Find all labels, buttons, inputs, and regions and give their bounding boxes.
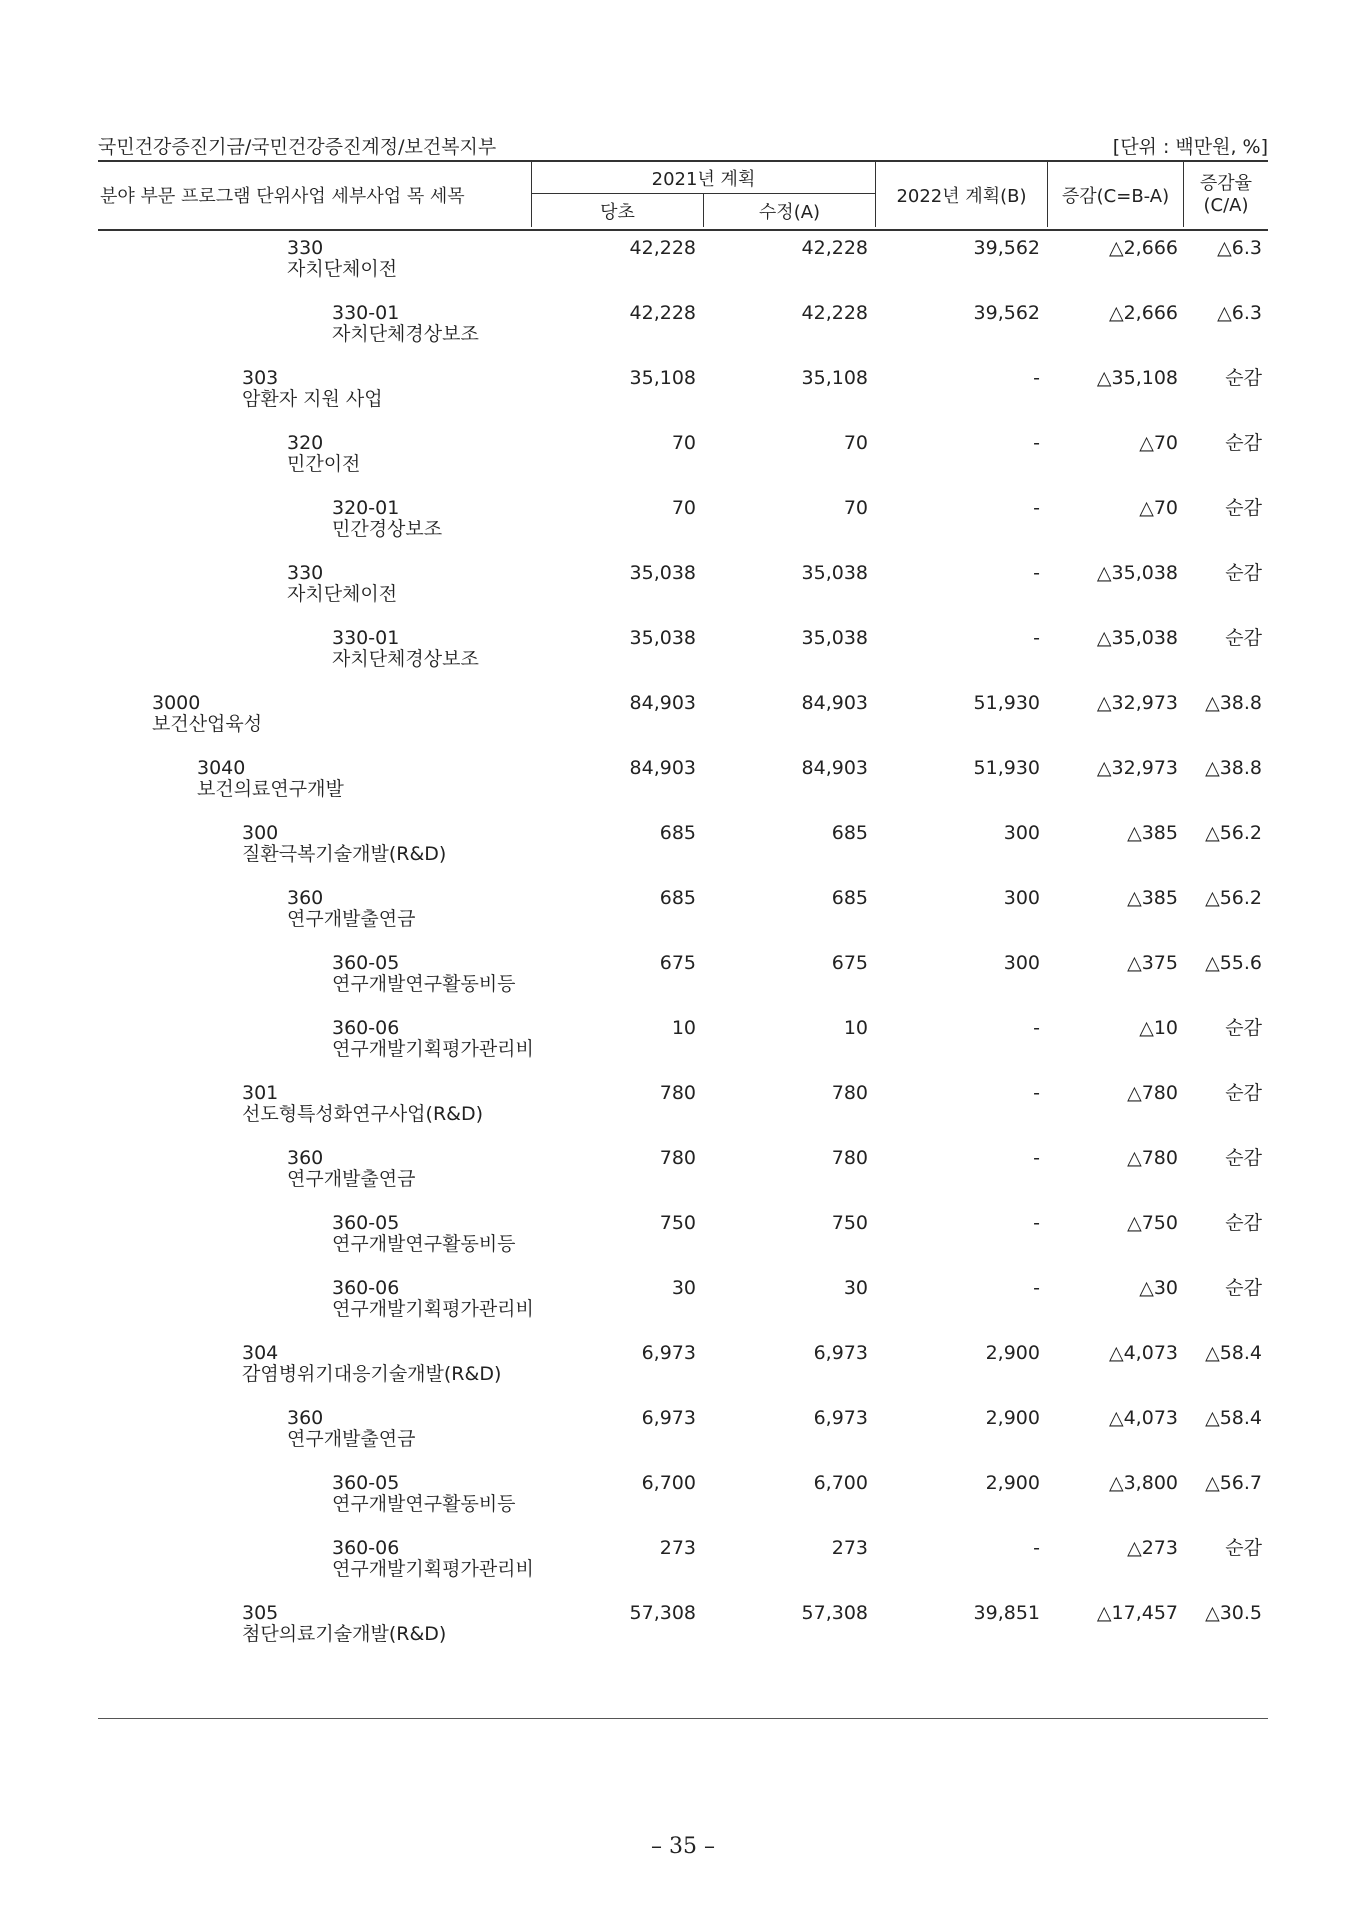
difference-amount: △2,666 — [1108, 302, 1178, 324]
table-row — [98, 495, 1268, 560]
plan-2022-amount: - — [1033, 1537, 1040, 1559]
plan-2022-amount: - — [1033, 1147, 1040, 1169]
change-rate: 순감 — [1225, 627, 1262, 649]
difference-amount: △35,108 — [1096, 367, 1178, 389]
original-amount: 70 — [671, 497, 696, 519]
row-name: 자치단체경상보조 — [332, 323, 479, 345]
change-rate: △38.8 — [1205, 757, 1262, 779]
difference-amount: △750 — [1127, 1212, 1178, 1234]
plan-2022-amount: 300 — [1003, 822, 1040, 844]
row-name: 선도형특성화연구사업(R&D) — [242, 1103, 484, 1125]
plan-2022-amount: - — [1033, 562, 1040, 584]
row-code: 304 — [242, 1342, 279, 1364]
original-amount: 10 — [671, 1017, 696, 1039]
row-code: 360 — [287, 1147, 324, 1169]
change-rate: 순감 — [1225, 1082, 1262, 1104]
row-code: 3040 — [197, 757, 246, 779]
row-code: 303 — [242, 367, 279, 389]
original-amount: 42,228 — [629, 302, 696, 324]
revised-amount: 84,903 — [801, 757, 868, 779]
table-row — [98, 1600, 1268, 1665]
header-structure: 분야 부문 프로그램 단위사업 세부사업 목 세목 — [98, 162, 532, 227]
row-name: 연구개발연구활동비등 — [332, 1233, 516, 1255]
change-rate: △58.4 — [1205, 1407, 1262, 1429]
difference-amount: △780 — [1127, 1082, 1178, 1104]
original-amount: 685 — [659, 887, 696, 909]
change-rate: 순감 — [1225, 1537, 1262, 1559]
revised-amount: 35,038 — [801, 562, 868, 584]
original-amount: 6,973 — [641, 1342, 696, 1364]
original-amount: 42,228 — [629, 237, 696, 259]
plan-2022-amount: 300 — [1003, 887, 1040, 909]
plan-2022-amount: 39,562 — [973, 302, 1040, 324]
row-code: 360-06 — [332, 1017, 400, 1039]
revised-amount: 35,038 — [801, 627, 868, 649]
original-amount: 675 — [659, 952, 696, 974]
original-amount: 70 — [671, 432, 696, 454]
header-revised: 수정(A) — [704, 194, 876, 227]
original-amount: 84,903 — [629, 757, 696, 779]
row-code: 301 — [242, 1082, 279, 1104]
plan-2022-amount: 39,562 — [973, 237, 1040, 259]
revised-amount: 42,228 — [801, 237, 868, 259]
original-amount: 57,308 — [629, 1602, 696, 1624]
difference-amount: △17,457 — [1096, 1602, 1178, 1624]
budget-account-title: 국민건강증진기금/국민건강증진계정/보건복지부 — [98, 136, 497, 158]
difference-amount: △10 — [1139, 1017, 1178, 1039]
row-name: 첨단의료기술개발(R&D) — [242, 1623, 447, 1645]
row-name: 자치단체이전 — [287, 258, 398, 280]
table-row — [98, 235, 1268, 300]
row-code: 360-05 — [332, 1212, 400, 1234]
plan-2022-amount: 2,900 — [985, 1472, 1040, 1494]
revised-amount: 6,973 — [813, 1342, 868, 1364]
original-amount: 6,973 — [641, 1407, 696, 1429]
plan-2022-amount: - — [1033, 432, 1040, 454]
header-plan-2022: 2022년 계획(B) — [876, 162, 1048, 227]
original-amount: 780 — [659, 1082, 696, 1104]
row-code: 360-06 — [332, 1537, 400, 1559]
row-name: 연구개발출연금 — [287, 908, 416, 930]
row-name: 연구개발기획평가관리비 — [332, 1298, 534, 1320]
difference-amount: △375 — [1127, 952, 1178, 974]
header-original: 당초 — [532, 194, 704, 227]
plan-2022-amount: - — [1033, 497, 1040, 519]
table-row — [98, 950, 1268, 1015]
change-rate: 순감 — [1225, 562, 1262, 584]
difference-amount: △35,038 — [1096, 627, 1178, 649]
change-rate: 순감 — [1225, 1147, 1262, 1169]
difference-amount: △32,973 — [1096, 757, 1178, 779]
plan-2022-amount: 51,930 — [973, 757, 1040, 779]
row-name: 암환자 지원 사업 — [242, 388, 383, 410]
revised-amount: 685 — [831, 887, 868, 909]
row-name: 연구개발기획평가관리비 — [332, 1038, 534, 1060]
table-row — [98, 1340, 1268, 1405]
table-row — [98, 885, 1268, 950]
revised-amount: 273 — [831, 1537, 868, 1559]
page-number: – 35 – — [651, 1834, 715, 1859]
row-code: 330 — [287, 237, 324, 259]
difference-amount: △780 — [1127, 1147, 1178, 1169]
row-code: 320 — [287, 432, 324, 454]
table-row — [98, 1145, 1268, 1210]
table-row — [98, 560, 1268, 625]
row-name: 연구개발연구활동비등 — [332, 973, 516, 995]
plan-2022-amount: 39,851 — [973, 1602, 1040, 1624]
row-name: 자치단체경상보조 — [332, 648, 479, 670]
table-row — [98, 755, 1268, 820]
row-code: 330 — [287, 562, 324, 584]
change-rate: △56.2 — [1205, 887, 1262, 909]
original-amount: 35,038 — [629, 627, 696, 649]
revised-amount: 30 — [843, 1277, 868, 1299]
row-code: 360 — [287, 1407, 324, 1429]
change-rate: 순감 — [1225, 432, 1262, 454]
revised-amount: 70 — [843, 432, 868, 454]
change-rate: △56.7 — [1205, 1472, 1262, 1494]
table-row — [98, 1535, 1268, 1600]
table-row — [98, 625, 1268, 690]
difference-amount: △70 — [1139, 432, 1178, 454]
table-row — [98, 1210, 1268, 1275]
difference-amount: △4,073 — [1108, 1407, 1178, 1429]
row-name: 연구개발기획평가관리비 — [332, 1558, 534, 1580]
header-plan-2021: 2021년 계획 — [532, 162, 876, 194]
difference-amount: △273 — [1127, 1537, 1178, 1559]
unit-label: [단위 : 백만원, %] — [1112, 136, 1268, 158]
revised-amount: 750 — [831, 1212, 868, 1234]
original-amount: 35,038 — [629, 562, 696, 584]
table-row — [98, 365, 1268, 430]
row-code: 360-05 — [332, 952, 400, 974]
change-rate: △6.3 — [1217, 302, 1262, 324]
plan-2022-amount: - — [1033, 1017, 1040, 1039]
table-row — [98, 1405, 1268, 1470]
table-row — [98, 1015, 1268, 1080]
row-code: 330-01 — [332, 627, 400, 649]
revised-amount: 57,308 — [801, 1602, 868, 1624]
row-name: 연구개발연구활동비등 — [332, 1493, 516, 1515]
change-rate: 순감 — [1225, 367, 1262, 389]
row-code: 330-01 — [332, 302, 400, 324]
original-amount: 780 — [659, 1147, 696, 1169]
table-caption — [98, 128, 1268, 158]
plan-2022-amount: - — [1033, 1277, 1040, 1299]
plan-2022-amount: 51,930 — [973, 692, 1040, 714]
row-name: 보건의료연구개발 — [197, 778, 344, 800]
revised-amount: 780 — [831, 1147, 868, 1169]
row-name: 보건산업육성 — [152, 713, 263, 735]
original-amount: 685 — [659, 822, 696, 844]
table-row — [98, 690, 1268, 755]
difference-amount: △2,666 — [1108, 237, 1178, 259]
plan-2022-amount: 300 — [1003, 952, 1040, 974]
header-rate-line2: (C/A) — [1203, 194, 1249, 216]
row-code: 305 — [242, 1602, 279, 1624]
table-body — [98, 235, 1268, 1665]
table-row — [98, 1275, 1268, 1340]
revised-amount: 6,973 — [813, 1407, 868, 1429]
plan-2022-amount: - — [1033, 367, 1040, 389]
row-code: 320-01 — [332, 497, 400, 519]
plan-2022-amount: 2,900 — [985, 1342, 1040, 1364]
table-row — [98, 1470, 1268, 1535]
row-code: 360-05 — [332, 1472, 400, 1494]
revised-amount: 780 — [831, 1082, 868, 1104]
change-rate: 순감 — [1225, 1277, 1262, 1299]
row-name: 질환극복기술개발(R&D) — [242, 843, 447, 865]
row-name: 자치단체이전 — [287, 583, 398, 605]
difference-amount: △32,973 — [1096, 692, 1178, 714]
change-rate: 순감 — [1225, 1017, 1262, 1039]
table-row — [98, 820, 1268, 885]
row-name: 연구개발출연금 — [287, 1168, 416, 1190]
original-amount: 84,903 — [629, 692, 696, 714]
header-difference: 증감(C=B-A) — [1048, 162, 1184, 227]
table-row — [98, 1080, 1268, 1145]
change-rate: 순감 — [1225, 1212, 1262, 1234]
revised-amount: 675 — [831, 952, 868, 974]
plan-2022-amount: - — [1033, 1082, 1040, 1104]
revised-amount: 84,903 — [801, 692, 868, 714]
difference-amount: △35,038 — [1096, 562, 1178, 584]
change-rate: △6.3 — [1217, 237, 1262, 259]
row-code: 360-06 — [332, 1277, 400, 1299]
original-amount: 6,700 — [641, 1472, 696, 1494]
row-code: 360 — [287, 887, 324, 909]
table-row — [98, 300, 1268, 365]
revised-amount: 6,700 — [813, 1472, 868, 1494]
original-amount: 750 — [659, 1212, 696, 1234]
revised-amount: 42,228 — [801, 302, 868, 324]
change-rate: △55.6 — [1205, 952, 1262, 974]
change-rate: △30.5 — [1205, 1602, 1262, 1624]
header-rate-line1: 증감율 — [1199, 172, 1253, 194]
difference-amount: △385 — [1127, 822, 1178, 844]
revised-amount: 35,108 — [801, 367, 868, 389]
original-amount: 273 — [659, 1537, 696, 1559]
change-rate: △56.2 — [1205, 822, 1262, 844]
table-row — [98, 430, 1268, 495]
difference-amount: △385 — [1127, 887, 1178, 909]
revised-amount: 10 — [843, 1017, 868, 1039]
original-amount: 30 — [671, 1277, 696, 1299]
plan-2022-amount: - — [1033, 627, 1040, 649]
difference-amount: △70 — [1139, 497, 1178, 519]
revised-amount: 685 — [831, 822, 868, 844]
table-header — [98, 160, 1268, 231]
header-change-rate — [1184, 162, 1268, 227]
change-rate: △58.4 — [1205, 1342, 1262, 1364]
row-name: 감염병위기대응기술개발(R&D) — [242, 1363, 502, 1385]
change-rate: △38.8 — [1205, 692, 1262, 714]
revised-amount: 70 — [843, 497, 868, 519]
row-name: 연구개발출연금 — [287, 1428, 416, 1450]
row-name: 민간경상보조 — [332, 518, 443, 540]
difference-amount: △3,800 — [1108, 1472, 1178, 1494]
row-name: 민간이전 — [287, 453, 361, 475]
row-code: 300 — [242, 822, 279, 844]
plan-2022-amount: - — [1033, 1212, 1040, 1234]
change-rate: 순감 — [1225, 497, 1262, 519]
difference-amount: △4,073 — [1108, 1342, 1178, 1364]
footer-divider — [98, 1718, 1268, 1719]
difference-amount: △30 — [1139, 1277, 1178, 1299]
row-code: 3000 — [152, 692, 201, 714]
original-amount: 35,108 — [629, 367, 696, 389]
plan-2022-amount: 2,900 — [985, 1407, 1040, 1429]
